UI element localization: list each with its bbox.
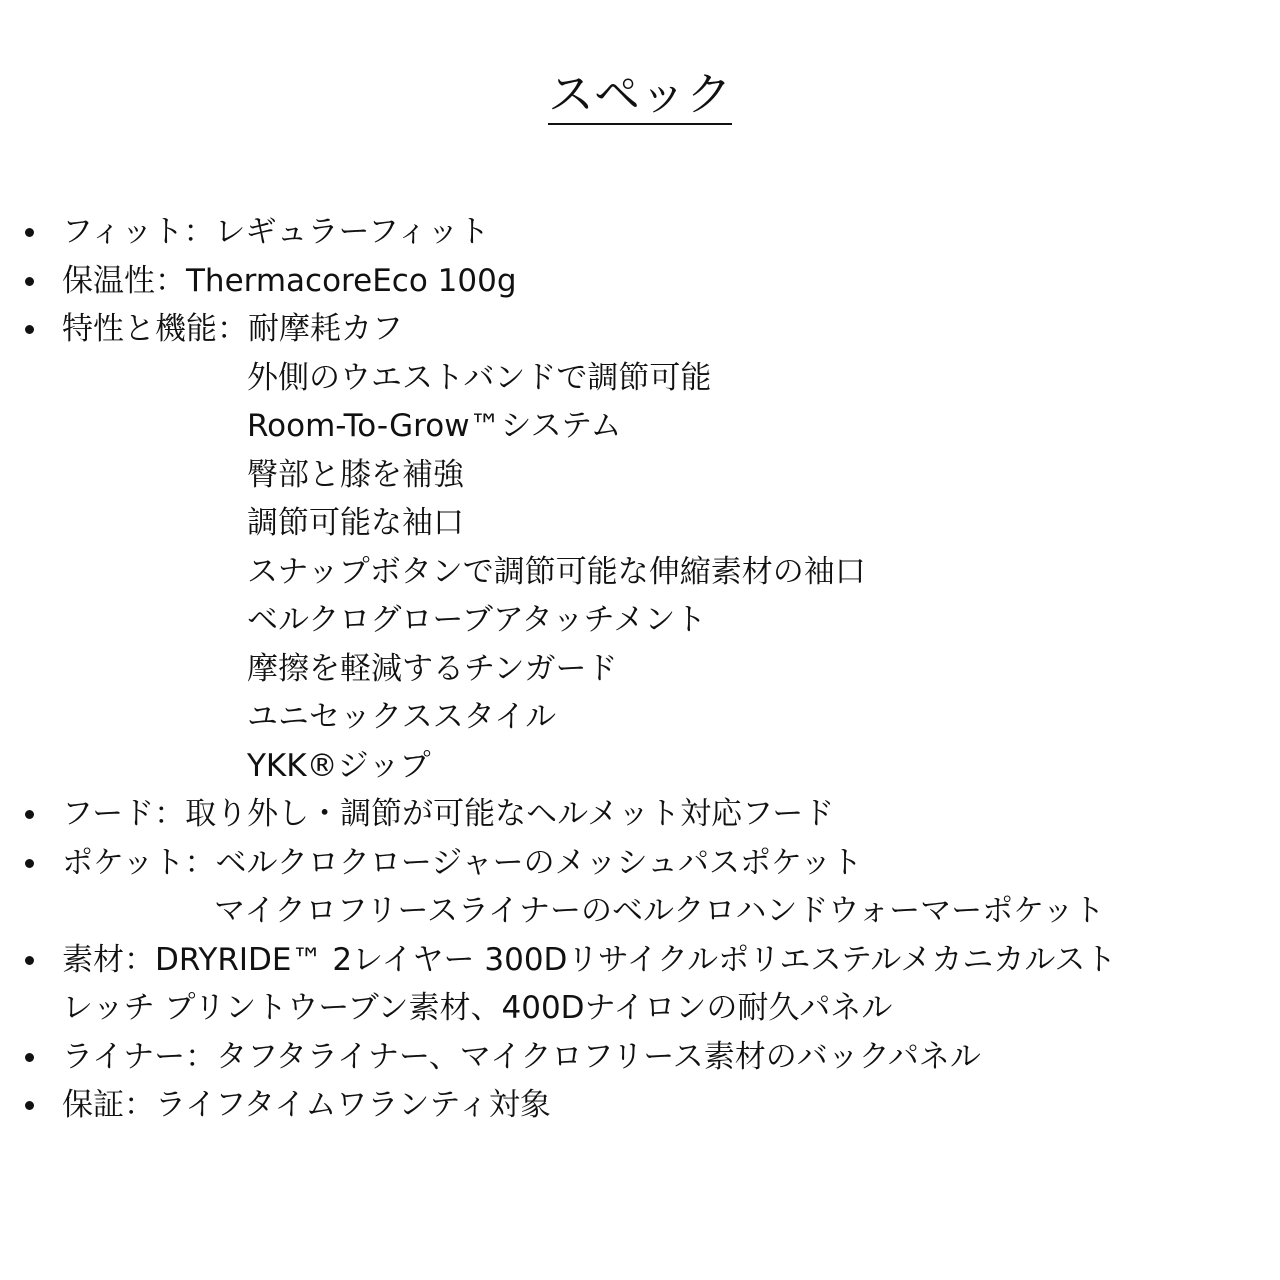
spec-liner-text: ライナー：タフタライナー、マイクロフリース素材のバックパネル	[62, 1038, 981, 1075]
spec-item-liner	[0, 1033, 1280, 1082]
spec-item-features	[0, 305, 1280, 790]
page-title	[0, 62, 1280, 126]
spec-item-insulation	[0, 257, 1280, 306]
spec-hood-text: フード：取り外し・調節が可能なヘルメット対応フード	[62, 796, 835, 832]
bullet-icon	[25, 277, 34, 286]
spec-material-line2: レッチ プリントウーブン素材、400Dナイロンの耐久パネル	[62, 990, 893, 1026]
spec-pockets-head: ポケット：ベルクロクロージャーのメッシュパスポケット	[62, 844, 863, 881]
spec-fit-text: フィット：レギュラーフィット	[62, 214, 490, 250]
bullet-icon	[25, 325, 34, 334]
spec-item-material	[0, 936, 1280, 1033]
spec-item-fit	[0, 208, 1280, 257]
page-title-text: スペック	[548, 65, 732, 125]
spec-material-line1: 素材：DRYRIDE™ 2レイヤー 300Dリサイクルポリエステルメカニカルスト	[62, 941, 1117, 978]
feature-line: 臀部と膝を補強	[247, 456, 464, 493]
bullet-icon	[25, 956, 34, 965]
bullet-icon	[25, 810, 34, 819]
bullet-icon	[25, 1053, 34, 1062]
feature-line: ユニセックススタイル	[247, 699, 557, 735]
bullet-icon	[25, 228, 34, 237]
spec-warranty-text: 保証：ライフタイムワランティ対象	[62, 1087, 551, 1123]
bullet-icon	[25, 859, 34, 868]
spec-item-hood	[0, 790, 1280, 839]
spec-item-pockets	[0, 839, 1280, 936]
feature-line: 摩擦を軽減するチンガード	[247, 650, 618, 687]
feature-line: 調節可能な袖口	[247, 505, 464, 541]
spec-pockets-cont: マイクロフリースライナーのベルクロハンドウォーマーポケット	[214, 893, 1105, 929]
bullet-icon	[25, 1101, 34, 1110]
spec-list	[0, 208, 1280, 1130]
feature-line: スナップボタンで調節可能な伸縮素材の袖口	[247, 553, 866, 590]
feature-line: YKK®ジップ	[247, 747, 431, 784]
spec-item-warranty	[0, 1081, 1280, 1130]
feature-line: Room-To-Grow™システム	[247, 408, 622, 444]
feature-line: 外側のウエストバンドで調節可能	[247, 359, 712, 396]
spec-features-head: 特性と機能：耐摩耗カフ	[62, 311, 403, 347]
spec-insulation-text: 保温性：ThermacoreEco 100g	[62, 262, 517, 299]
feature-line: ベルクログローブアタッチメント	[247, 602, 707, 638]
